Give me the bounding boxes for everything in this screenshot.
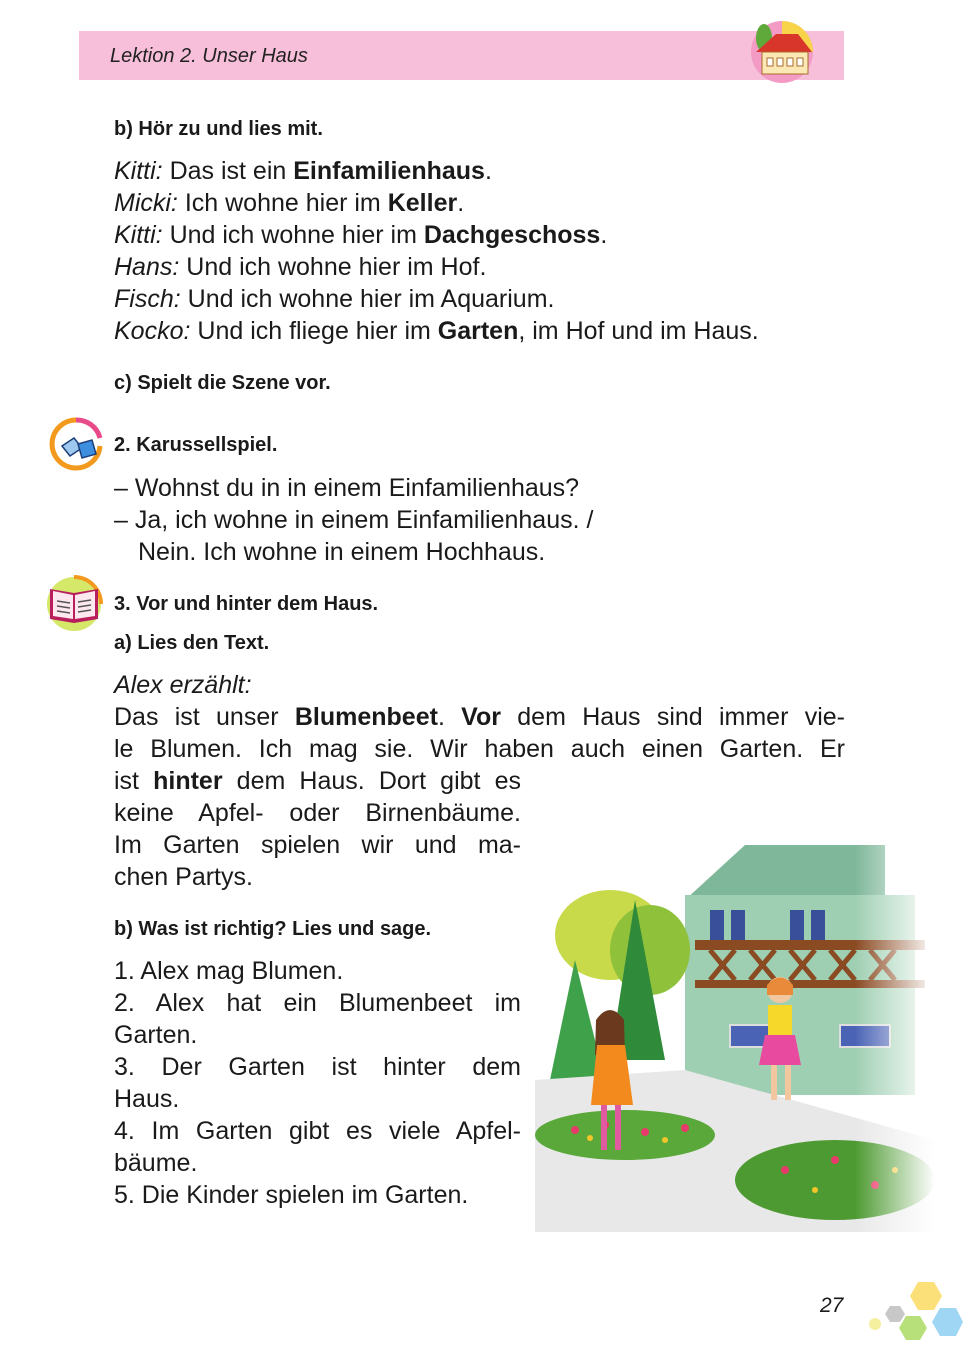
story-line: le Blumen. Ich mag sie. Wir haben auch einen Garten. Er	[114, 735, 845, 763]
narrator-line	[114, 669, 252, 701]
speaker: Kitti:	[114, 157, 163, 185]
karussell-line: Nein. Ich wohne in einem Hochhaus.	[138, 538, 546, 566]
lesson-title: Lektion 2. Unser Haus	[110, 45, 308, 67]
keyword: Blumenbeet	[294, 703, 438, 731]
karussell-line: – Wohnst du in in einem Einfamilienhaus?	[114, 474, 580, 502]
dialogue-line	[114, 251, 759, 283]
dialogue-line	[114, 315, 759, 347]
task-c-scene: c) Spielt die Szene vor.	[114, 372, 331, 394]
speaker: Hans:	[114, 253, 180, 281]
hexagon-decoration-icon	[860, 1278, 963, 1348]
karussell-line: – Ja, ich wohne in einem Einfamilienhaus. /	[114, 506, 594, 534]
line-text: .	[484, 157, 492, 185]
keyword: Dachgeschoss	[423, 221, 601, 249]
statement: Garten.	[114, 1021, 198, 1049]
statement: 2. Alex hat ein Blumenbeet im	[114, 989, 521, 1017]
keyword: hinter	[153, 767, 223, 795]
karussell-lines	[114, 472, 593, 568]
story-line: keine Apfel- oder Birnenbäume.	[114, 799, 521, 827]
task-b-listen: b) Hör zu und lies mit.	[114, 118, 323, 140]
exercise-2-title: 2. Karussellspiel.	[114, 434, 278, 456]
dialogue-line	[114, 155, 759, 187]
story-line	[114, 701, 845, 733]
story-paragraph-wide	[114, 701, 845, 765]
statement: 5. Die Kinder spielen im Garten.	[114, 1181, 469, 1209]
line-text: Das ist ein	[162, 157, 294, 185]
page-number: 27	[820, 1294, 844, 1317]
house-icon	[742, 16, 820, 84]
statement: Haus.	[114, 1085, 180, 1113]
exercise-3-title: 3. Vor und hinter dem Haus.	[114, 593, 379, 615]
task-b-true: b) Was ist richtig? Lies und sage.	[114, 918, 432, 940]
line-text: Und ich wohne hier im	[162, 221, 424, 249]
line-text: Ich wohne hier im	[177, 189, 388, 217]
statement: 1. Alex mag Blumen.	[114, 957, 344, 985]
speaker: Kocko:	[114, 317, 191, 345]
narrator: Alex erzählt:	[114, 671, 252, 699]
statement: 3. Der Garten ist hinter dem	[114, 1053, 521, 1081]
line-text: , im Hof und im Haus.	[518, 317, 759, 345]
line-text: Und ich fliege hier im	[190, 317, 438, 345]
story-line: chen Partys.	[114, 863, 253, 891]
speaker: Fisch:	[114, 285, 181, 313]
keyword: Vor	[461, 703, 501, 731]
keyword: Einfamilienhaus	[293, 157, 485, 185]
story-line: Im Garten spielen wir und ma-	[114, 831, 521, 859]
line-text: Und ich wohne hier im Hof.	[179, 253, 487, 281]
karussell-icon	[48, 416, 106, 472]
line-text: .	[600, 221, 608, 249]
speaker: Kitti:	[114, 221, 163, 249]
story-text: ist	[114, 767, 154, 795]
dialogue-line	[114, 283, 759, 315]
dialogue	[114, 155, 759, 347]
task-a-read: a) Lies den Text.	[114, 632, 270, 654]
line-text: Und ich wohne hier im Aquarium.	[180, 285, 555, 313]
book-icon	[44, 575, 104, 633]
story-paragraph-narrow	[114, 765, 521, 893]
dialogue-line	[114, 219, 759, 251]
story-text: Das ist unser	[114, 703, 295, 731]
line-text: .	[457, 189, 465, 217]
story-text: dem Haus. Dort gibt es	[222, 767, 521, 795]
dialogue-line	[114, 187, 759, 219]
story-text: .	[437, 703, 462, 731]
keyword: Keller	[387, 189, 458, 217]
statement: 4. Im Garten gibt es viele Apfel-	[114, 1117, 521, 1145]
statements-list	[114, 955, 521, 1211]
speaker: Micki:	[114, 189, 178, 217]
story-line	[114, 765, 521, 797]
story-text: dem Haus sind immer vie-	[501, 703, 845, 731]
garden-illustration	[535, 840, 935, 1232]
statement: bäume.	[114, 1149, 198, 1177]
keyword: Garten	[437, 317, 519, 345]
